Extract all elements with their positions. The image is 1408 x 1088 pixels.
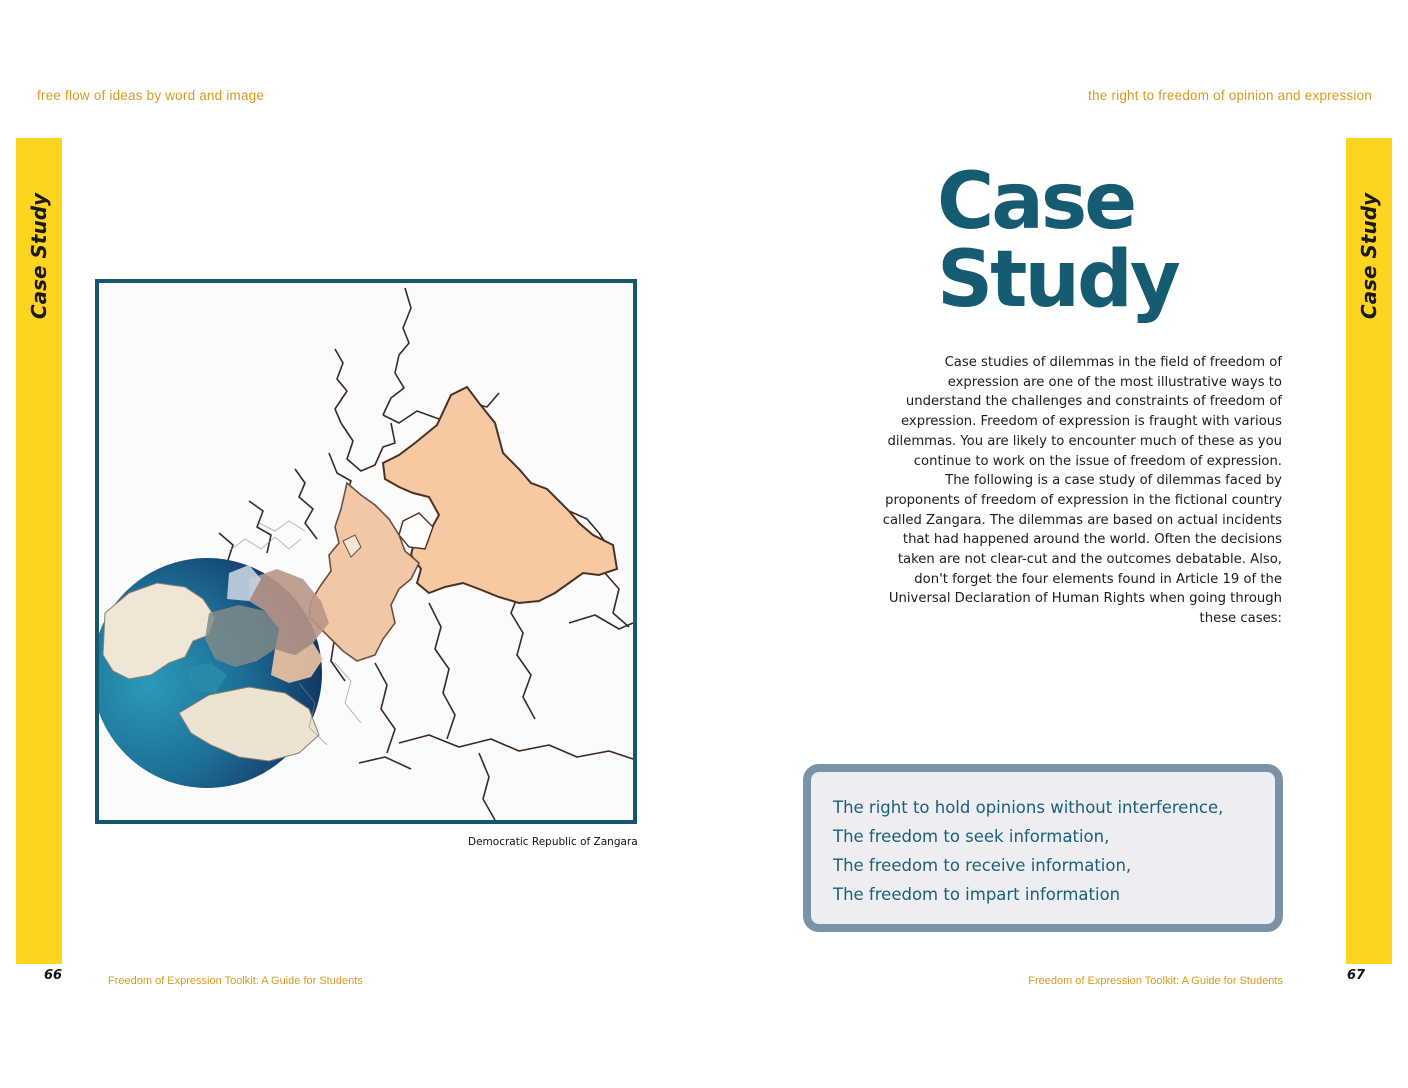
element-item: The freedom to seek information,	[833, 827, 1110, 846]
page-number-left: 66	[44, 968, 63, 983]
side-tab-left	[16, 138, 62, 964]
running-head-right: the right to freedom of opinion and expression	[1088, 88, 1372, 103]
intro-paragraph-2: The following is a case study of dilemmas faced by proponents of freedom of expression in the fictional country called Zangara. The dilemmas are based on actual incidents that had happened around the world. Often the decisions taken are not clear-cut and the outcomes debatable. Also, don't forget the four elements found in Article 19 of the Universal Declaration of Human Rights when going through these cases:	[882, 473, 1282, 627]
title-line-2: Study	[937, 235, 1178, 325]
title-line-1: Case	[937, 157, 1135, 247]
intro-paragraph-1: Case studies of dilemmas in the field of freedom of expression are one of the most illustrative ways to understand the challenges and constraints of freedom of expression. Freedom of expression is fraught with various dilemmas. You are likely to encounter much of these as you continue to work on the issue of freedom of expression.	[887, 355, 1282, 469]
footer-right: Freedom of Expression Toolkit: A Guide for Students	[1028, 975, 1283, 987]
map-region-east	[383, 387, 617, 603]
map-region-central	[309, 483, 419, 661]
elements-list	[811, 772, 1275, 909]
footer-left: Freedom of Expression Toolkit: A Guide for Students	[108, 975, 363, 987]
side-tab-right	[1346, 138, 1392, 964]
side-tab-left-label: Case Study	[27, 192, 51, 320]
side-tab-right-label: Case Study	[1357, 192, 1381, 320]
intro-text	[880, 353, 1282, 629]
figure-caption: Democratic Republic of Zangara	[468, 836, 638, 848]
element-item: The freedom to receive information,	[833, 856, 1132, 875]
zangara-map-illustration	[99, 283, 633, 820]
page-number-right: 67	[1347, 968, 1366, 983]
zangara-map-figure	[95, 279, 637, 824]
page-title	[937, 157, 1178, 325]
element-item: The freedom to impart information	[833, 885, 1121, 904]
element-item: The right to hold opinions without interference,	[833, 798, 1224, 817]
running-head-left: free flow of ideas by word and image	[37, 88, 265, 103]
article-19-elements-box	[803, 764, 1283, 932]
